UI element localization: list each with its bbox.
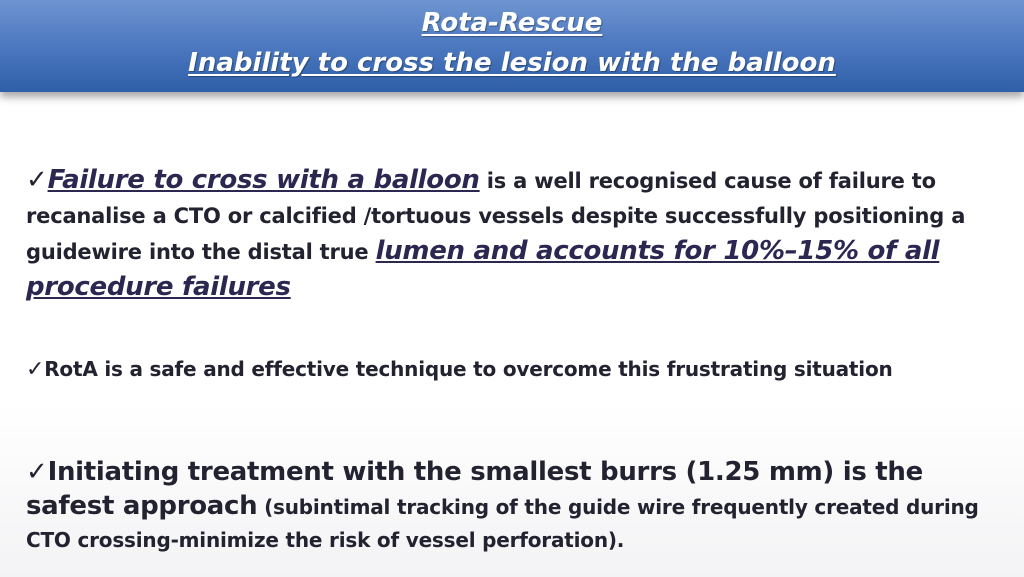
bullet-emphasis-end: lumen and accounts for 10%–15% of all procedure failures <box>26 236 940 302</box>
bullet-text: RotA is a safe and effective technique to overcome this frustrating situation <box>44 357 893 381</box>
slide-subtitle: Inability to cross the lesion with the balloon <box>188 48 836 78</box>
bullet-rota-safe <box>26 353 996 386</box>
checkmark-icon: ✓ <box>26 357 45 382</box>
bullet-text: is a well recognised cause of failure to recanalise a CTO or calcified /tortuous vessels despite successfully positioning a guidewire into the distal true <box>26 169 966 264</box>
checkmark-icon: ✓ <box>26 165 48 195</box>
slide-title: Rota-Rescue <box>421 8 603 38</box>
title-bar <box>0 0 1024 92</box>
bullet-text: (subintimal tracking of the guide wire frequently created during CTO crossing-minimize the risk of vessel perforation). <box>26 495 979 552</box>
bullet-text-large: Initiating treatment with the smallest burrs (1.25 mm) is the safest approach <box>26 457 923 521</box>
bullet-smallest-burrs <box>26 456 986 557</box>
bullet-failure-to-cross <box>26 163 986 306</box>
checkmark-icon: ✓ <box>26 457 48 487</box>
bullet-emphasis-start: Failure to cross with a balloon <box>47 165 480 195</box>
